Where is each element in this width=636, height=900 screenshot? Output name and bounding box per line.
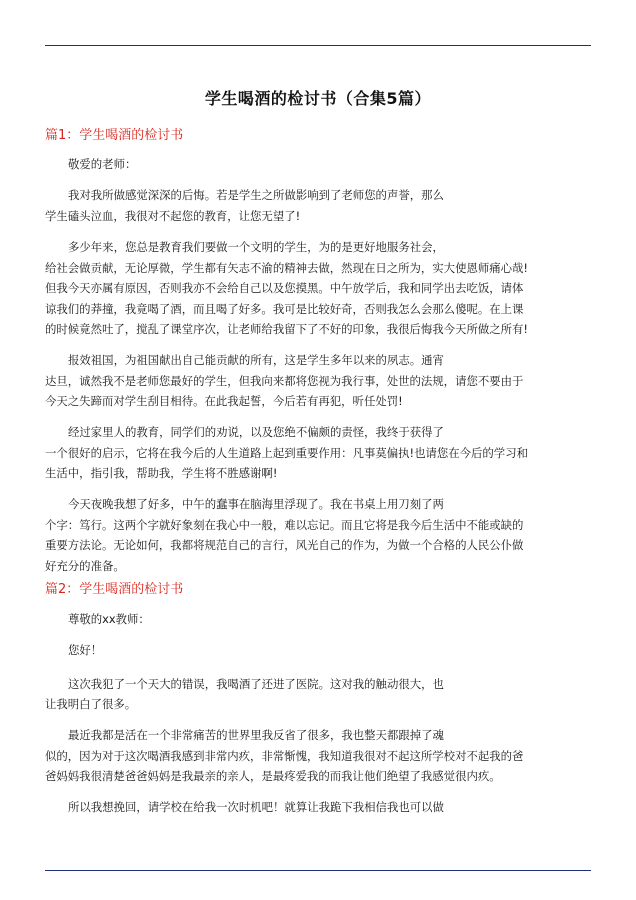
- paragraph-line: 好充分的准备。: [45, 559, 125, 573]
- paragraph-line: 最近我都是活在一个非常痛苦的世界里我反省了很多，我也整天都跟掉了魂: [68, 728, 444, 742]
- paragraph-line: 学生磕头泣血，我很对不起您的教育，让您无望了!: [45, 209, 301, 223]
- paragraph-line: 今天夜晚我想了好多，中午的蠢事在脑海里浮现了。我在书桌上用刀刻了两: [68, 497, 444, 511]
- paragraph-line: 所以我想挽回，请学校在给我一次时机吧！就算让我跪下我相信我也可以做: [68, 800, 444, 814]
- paragraph-line: 这次我犯了一个天大的错误，我喝酒了还进了医院。这对我的触动很大，也: [68, 677, 444, 691]
- document-title: 学生喝酒的检讨书（合集5篇）: [204, 89, 432, 108]
- paragraph-line: 个字：笃行。这两个字就好象刻在我心中一般，难以忘记。而且它将是我今后生活中不能或缺的: [45, 518, 524, 532]
- section-1-greeting: 敬爱的老师：: [68, 157, 137, 171]
- section-2-heading: 篇2：学生喝酒的检讨书: [45, 582, 184, 597]
- section-2-salutation: 您好！: [68, 643, 103, 657]
- paragraph-line: 达旦，诚然我不是老师您最好的学生，但我向来都将您视为我行事，处世的法规，请您不要由于: [45, 374, 524, 388]
- paragraph-line: 多少年来，您总是教育我们要做一个文明的学生，为的是更好地服务社会，: [68, 240, 444, 254]
- top-rule: [45, 45, 591, 46]
- paragraph-line: 给社会做贡献，无论厚微，学生都有矢志不渝的精神去做，然现在日之所为，实大使恩师痛心哉!: [45, 261, 528, 275]
- paragraph-line: 一个很好的启示，它将在我今后的人生道路上起到重要作用：凡事莫偏执!也请您在今后的学习和: [45, 446, 528, 460]
- section-2-greeting: 尊敬的xx教师：: [68, 612, 150, 626]
- paragraph-line: 生活中，指引我，帮助我，学生将不胜感谢啊!: [45, 466, 278, 480]
- paragraph-line: 但我今天亦属有原因，否则我亦不会给自己以及您摸黑。中午放学后，我和同学出去吃饭，请体: [45, 281, 524, 295]
- paragraph-line: 谅我们的莽撞，我竟喝了酒，而且喝了好多。我可是比较好奇，否则我怎么会那么傻呢。在上课: [45, 302, 524, 316]
- paragraph-line: 似的，因为对于这次喝酒我感到非常内疚，非常惭愧，我知道我很对不起这所学校对不起我的爸: [45, 749, 524, 763]
- paragraph-line: 今天之失蹄而对学生刮目相待。在此我起誓，今后若有再犯，听任处罚!: [45, 394, 403, 408]
- paragraph-line: 爸妈妈我很清楚爸爸妈妈是我最亲的亲人，是最疼爱我的而我让他们绝望了我感觉很内疚。: [45, 769, 501, 783]
- section-1-heading: 篇1：学生喝酒的检讨书: [45, 128, 184, 143]
- paragraph-line: 我对我所做感觉深深的后悔。若是学生之所做影响到了老师您的声誉，那么: [68, 188, 444, 202]
- paragraph-line: 的时候竟然吐了，搅乱了课堂序次，让老师给我留下了不好的印象，我很后悔我今天所做之所有!: [45, 322, 528, 336]
- paragraph-line: 让我明白了很多。: [45, 697, 137, 711]
- paragraph-line: 报效祖国，为祖国献出自己能贡献的所有，这是学生多年以来的夙志。通宵: [68, 353, 444, 367]
- paragraph-line: 重要方法论。无论如何，我都将规范自己的言行，风光自己的作为，为做一个合格的人民公仆做: [45, 538, 524, 552]
- paragraph-line: 经过家里人的教育，同学们的劝说，以及您绝不偏颇的责怪，我终于获得了: [68, 425, 444, 439]
- bottom-rule: [45, 870, 591, 871]
